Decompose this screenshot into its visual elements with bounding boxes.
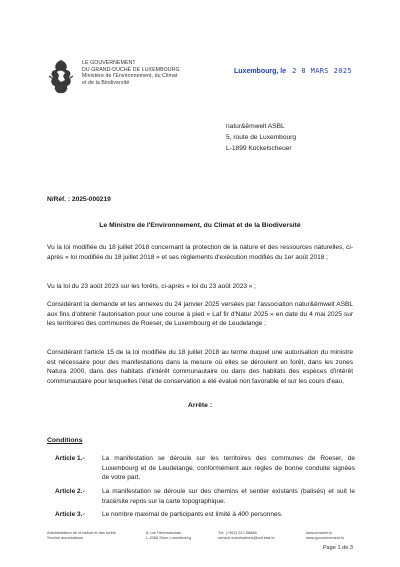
stamp-place: Luxembourg, le	[234, 68, 287, 75]
recipient-address	[226, 122, 296, 154]
footer-line: www.gouvernement.lu	[306, 535, 345, 540]
paragraph: Considérant l'article 15 de la loi modifiée du 18 juillet 2018 au terme duquel une autorisation du ministre est nécessaire pour des manifestations dans la mesure où elles se déroulent en forêt, dans les zones Natura 2000, dans des habitats d'intérêt communautaire ou dans des habitats des espèces d'intérêt communautaire pour lesquelles l'état de conservation a été évalué non favorable et sur les cours d'eau,	[47, 349, 353, 385]
gov-line: et de la Biodiversité	[82, 79, 130, 86]
paragraph: Vu la loi du 23 août 2023 sur les forêts, ci-après « loi du 23 août 2023 » ;	[47, 283, 256, 290]
footer-col	[306, 530, 344, 540]
document-title: Le Ministre de l'Environnement, du Climat et de la Biodiversité	[99, 222, 301, 229]
recipient-city: L-1899 Kockelscheuer	[226, 144, 292, 152]
footer-line: Tél. (+352) 247-56888	[218, 530, 257, 535]
government-header	[82, 60, 180, 86]
article-label: Article 3.-	[55, 511, 85, 518]
recipient-street: 5, route de Luxembourg	[226, 133, 297, 141]
conditions-heading: Conditions	[47, 437, 83, 444]
footer-line: www.emwelt.lu	[306, 530, 332, 535]
article-label: Article 2.-	[55, 488, 85, 495]
gov-line: LE GOUVERNEMENT	[82, 60, 136, 66]
footer-line: L-2088 Senn Luxembourg	[146, 535, 191, 540]
gov-line: DU GRAND-DUCHÉ DE LUXEMBOURG	[82, 66, 180, 73]
footer-line: 8, rue Hermanschan	[146, 530, 182, 535]
page-number: Page 1 de 3	[322, 545, 353, 551]
paragraph: Vu la loi modifiée du 18 juillet 2018 concernant la protection de la nature et des ressources naturelles, ci-après « loi modifiée du 18 juillet 2018 » et ses règlements d'exécution modifiés du 1er août 2018 ;	[47, 244, 353, 261]
article-text: La manifestation se déroule sur des chemins et sentier existants (balisés) et suit le tracé/site repris sur la carte topographique.	[102, 488, 355, 505]
gov-line: Ministère de l'Environnement, du Climat	[82, 73, 178, 80]
footer-line: Service autorisations	[47, 535, 84, 540]
article	[55, 454, 355, 483]
stamp-date: 2 8 MARS 2025	[292, 67, 353, 75]
arrete-heading: Arrête :	[187, 402, 213, 409]
footer-col	[146, 530, 191, 540]
paragraph: Considérant la demande et les annexes du 24 janvier 2025 versées par l'association natur&ëmwelt ASBL aux fins d'obtenir l'autorisation pour une course à pied « Laf fir d'Natur 2025 » en date du 4 mai 2025 sur les territoires des communes de Roeser, de Luxembourg et de Leudelange ;	[47, 301, 353, 328]
article-text: La manifestation se déroule sur les territoires des communes de Roeser, de Luxembourg et de Leudelange, conformément aux règles de bonne conduite signées de votre part.	[102, 455, 355, 482]
article-label: Article 1.-	[55, 455, 85, 462]
footer-line: service.autorisations@anf.etat.lu	[218, 535, 275, 540]
recipient-name: natur&ëmwelt ASBL	[226, 123, 285, 130]
footer-col	[47, 530, 116, 540]
article-text: Le nombre maximal de participants est limité à 400 personnes.	[102, 511, 283, 518]
footer-col	[218, 530, 275, 540]
article	[55, 487, 355, 506]
date-stamp	[234, 67, 352, 75]
article	[55, 510, 355, 520]
footer-line: Administration de la nature et des forêts	[47, 530, 116, 535]
reference-number: N/Réf. : 2025-000219	[47, 196, 111, 203]
luxembourg-lion-logo	[46, 58, 76, 96]
